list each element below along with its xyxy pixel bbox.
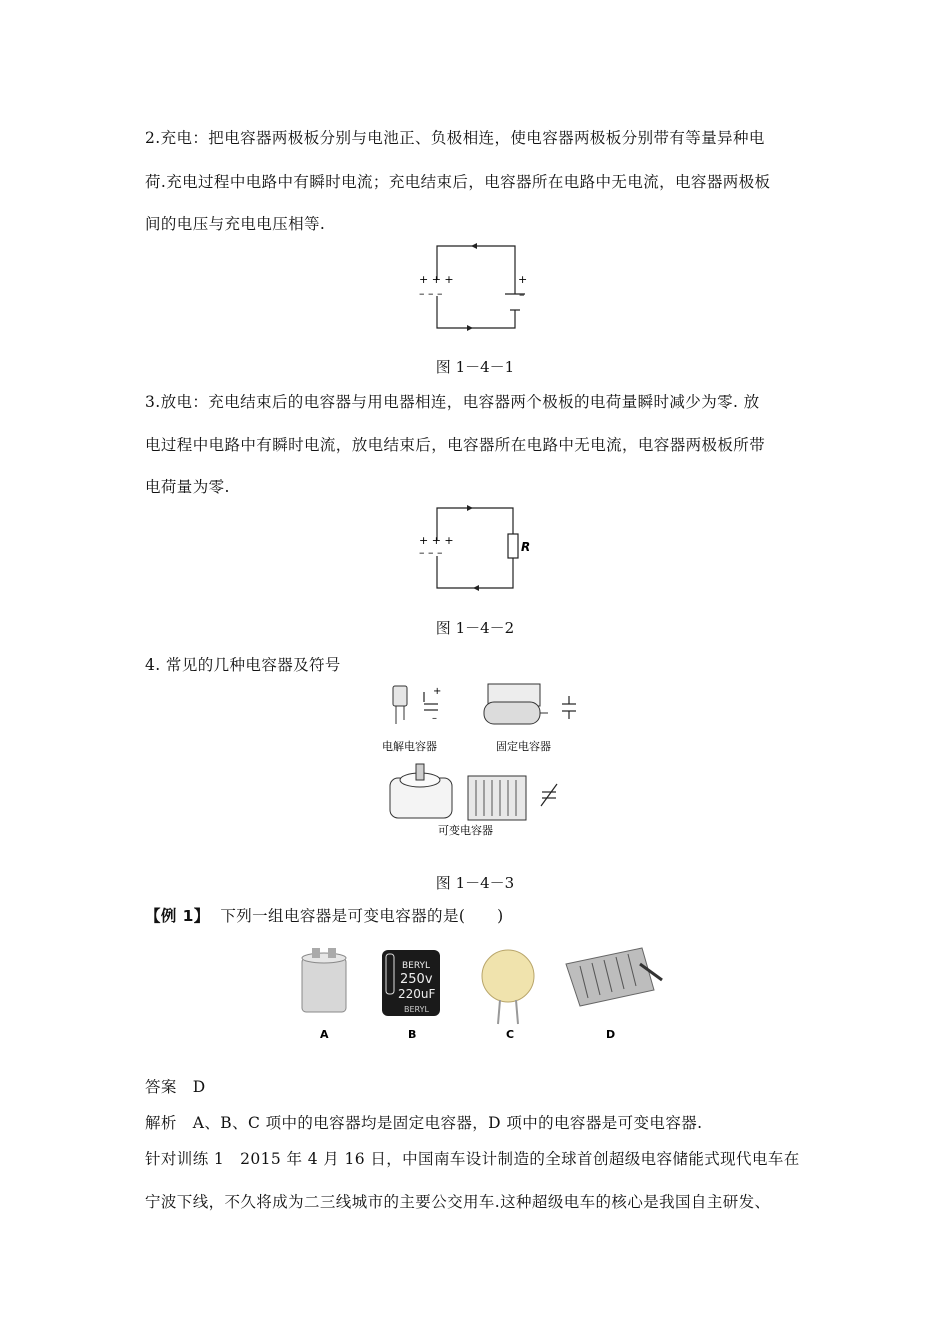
answer-value: D [192,1078,206,1096]
analysis-label: 解析 [145,1114,177,1132]
option-b-brand-text-bottom: BERYL [404,1005,429,1014]
battery-plus-sign: + [518,273,528,286]
option-c-capacitor-image [482,950,534,1024]
battery-minus-sign: – [519,288,525,301]
option-d-capacitor-image [566,948,662,1006]
option-b-label: B [408,1028,417,1041]
variable-capacitor-symbol [541,784,557,806]
example1-question: 下列一组电容器是可变电容器的是( ) [220,907,504,925]
option-a-capacitor-image [302,948,346,1012]
answer-line [145,1075,206,1097]
option-b-brand-text: BERYL [402,961,431,971]
training1-line1: 针对训练 1 2015 年 4 月 16 日，中国南车设计制造的全球首创超级电容储能式现代电车在 [145,1150,800,1168]
sec2-line1: 2.充电：把电容器两极板分别与电池正、负极相连，使电容器两极板分别带有等量异种电 [145,129,765,147]
resistor-label: R [521,540,531,554]
analysis-line [145,1111,702,1133]
option-b-capacitance-text: 220uF [398,987,436,1001]
analysis-text: A、B、C 项中的电容器均是固定电容器，D 项中的电容器是可变电容器. [192,1114,703,1132]
sec3-line1: 3.放电：充电结束后的电容器与用电器相连，电容器两个极板的电荷量瞬时减少为零. 放 [145,393,760,411]
sec2-line2: 荷.充电过程中电路中有瞬时电流；充电结束后，电容器所在电路中无电流，电容器两极板 [145,173,771,191]
option-b-capacitor-image [382,950,440,1016]
answer-label: 答案 [145,1078,177,1096]
option-d-label: D [606,1028,616,1041]
fixed-capacitor-symbol [562,696,576,719]
variable-capacitor-knob-image [390,764,452,818]
figure-caption-1: 图 1－4－1 [435,358,515,376]
example1-options-figure [290,940,670,1050]
capacitor-plus-charges: + + + [419,534,454,547]
fixed-capacitor-image [484,684,548,724]
option-b-voltage-text: 250v [400,972,433,987]
label-variable-capacitor: 可变电容器 [438,824,493,837]
option-c-label: C [506,1028,515,1041]
sec3-line2: 电过程中电路中有瞬时电流，放电结束后，电容器所在电路中无电流，电容器两极板所带 [145,436,766,454]
sec3-line3: 电荷量为零. [145,478,230,496]
label-fixed-capacitor: 固定电容器 [496,740,551,753]
charging-circuit-diagram [415,238,535,338]
capacitor-types-figure [380,680,590,840]
capacitor-minus-charges: – – – [419,287,443,300]
variable-capacitor-plates-image [468,776,526,820]
option-a-label: A [320,1028,329,1041]
training1-line2: 宁波下线，不久将成为二三线城市的主要公交用车.这种超级电车的核心是我国自主研发、 [145,1193,771,1211]
sec2-line3: 间的电压与充电电压相等. [145,215,326,233]
electrolytic-capacitor-image [393,686,407,724]
electrolytic-minus-sign: – [432,713,437,724]
capacitor-plus-charges: + + + [419,273,454,286]
capacitor-minus-charges: – – – [419,546,443,559]
electrolytic-plus-sign: + [433,686,442,697]
example1-question-line [145,904,504,926]
label-electrolytic-capacitor: 电解电容器 [382,740,437,753]
figure-caption-2: 图 1－4－2 [435,619,515,637]
figure-caption-3: 图 1－4－3 [435,874,515,892]
discharging-circuit-diagram [415,500,545,600]
example1-tag: 【例 1】 [145,907,210,925]
sec4-heading: 4. 常见的几种电容器及符号 [145,656,341,674]
